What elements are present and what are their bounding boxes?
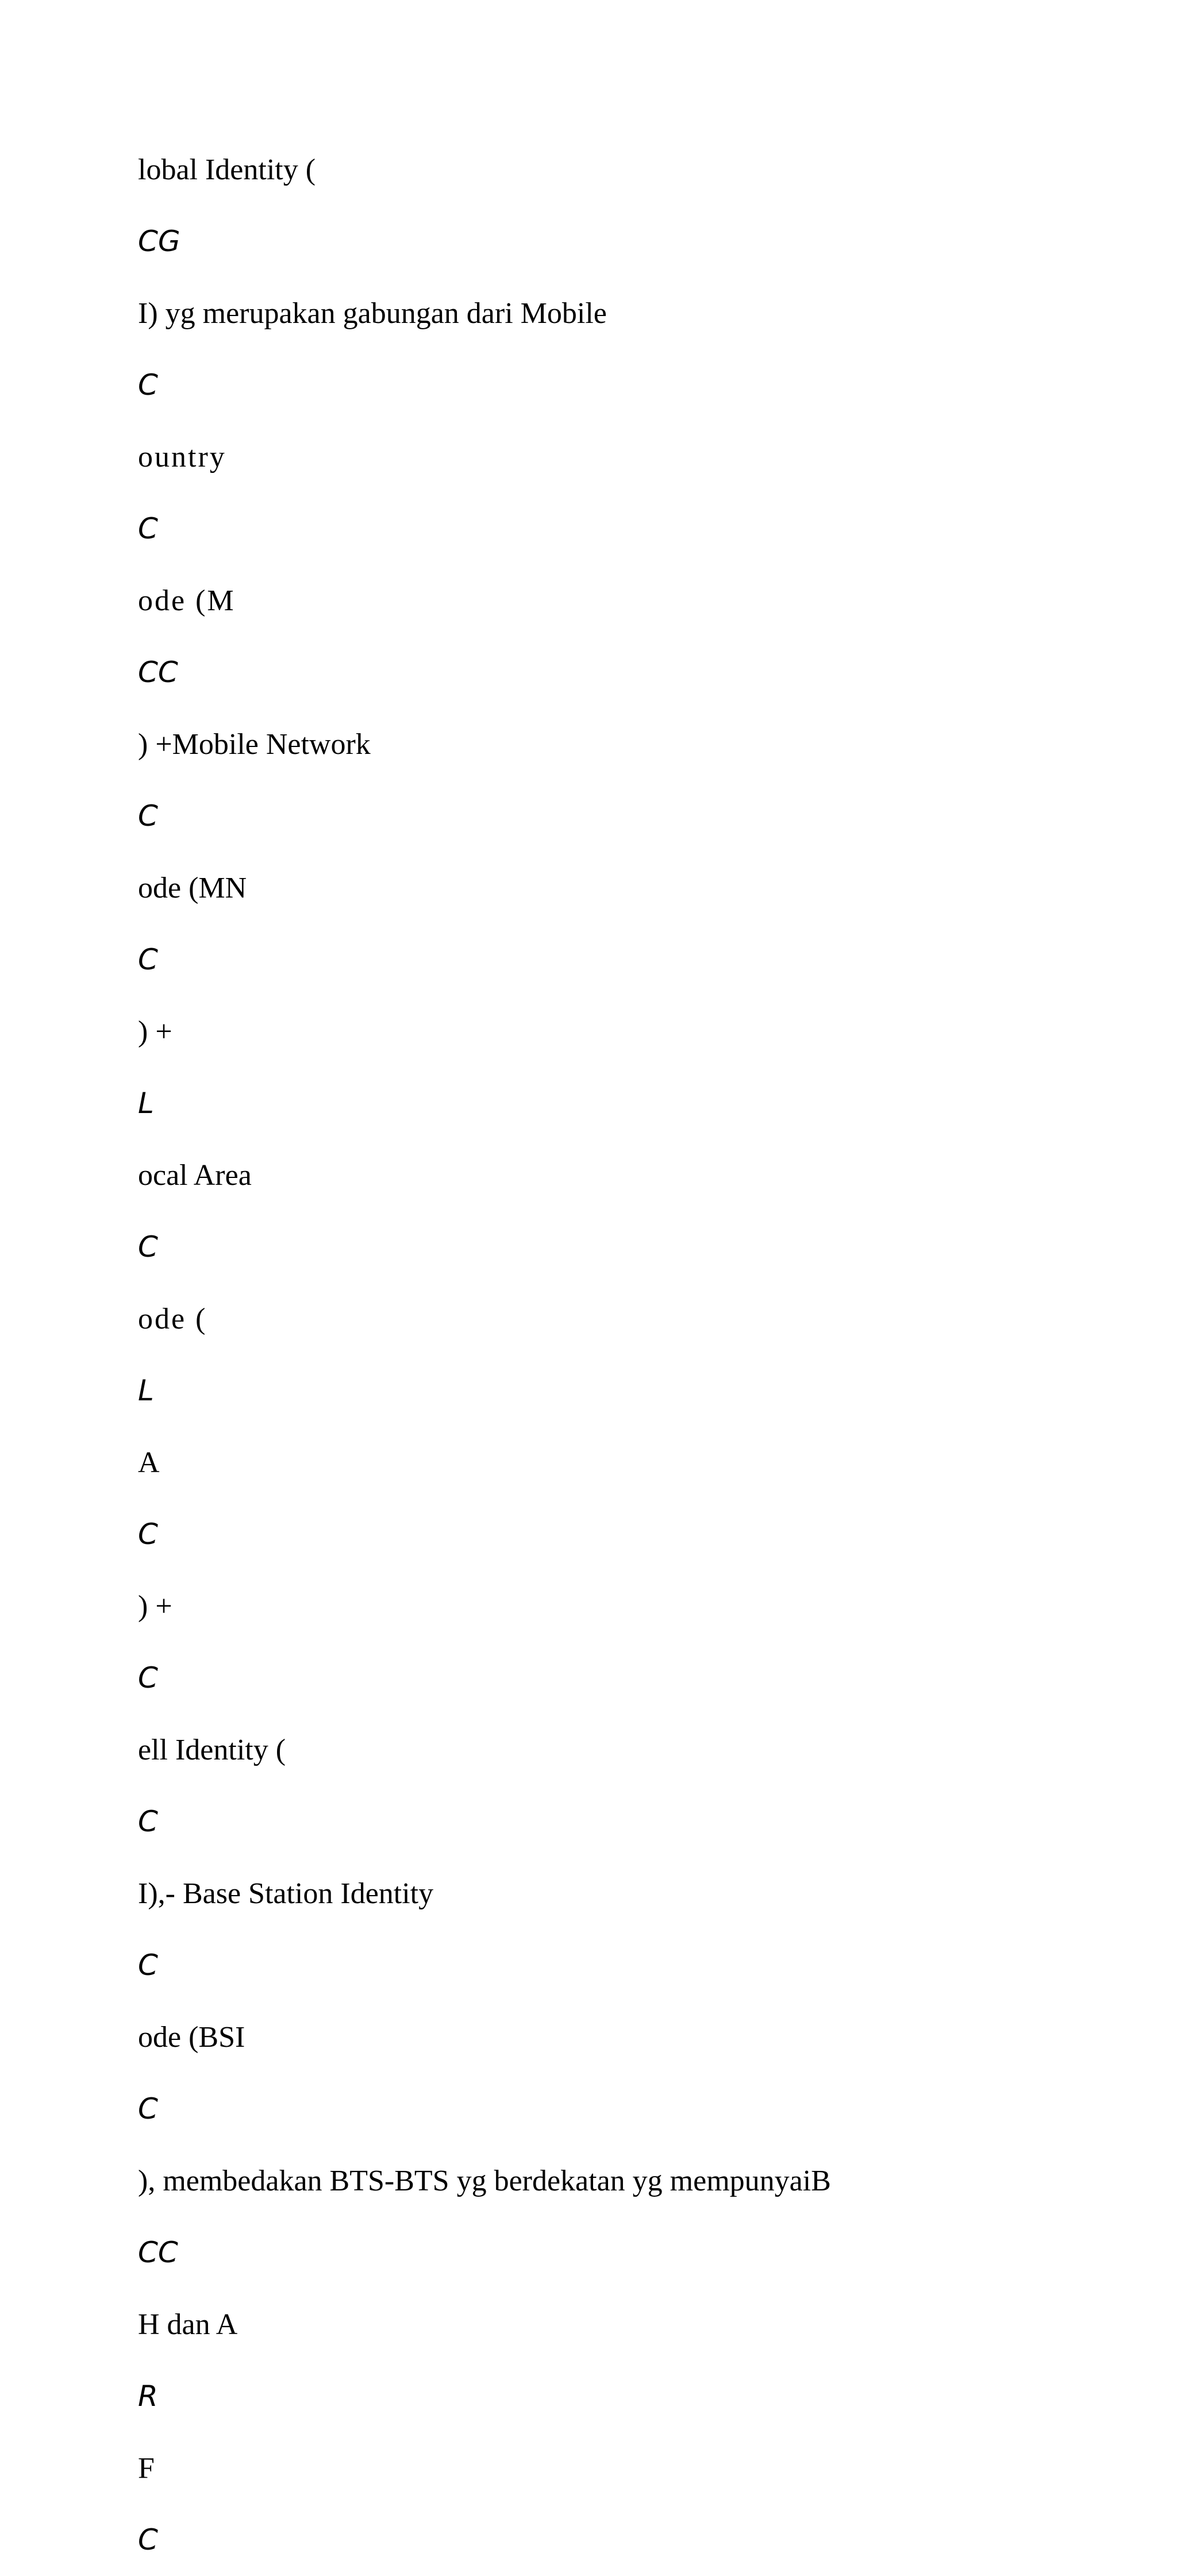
text-line: C (138, 512, 158, 545)
text-line: ode (MN (138, 872, 247, 904)
text-line: CC (138, 656, 178, 689)
text-line: L (138, 1374, 154, 1407)
text-line: lobal Identity ( (138, 153, 316, 186)
text-line: ode (BSI (138, 2021, 245, 2054)
text-line: CC (138, 2236, 178, 2269)
text-line: ), membedakan BTS-BTS yg berdekatan yg mempunyaiB (138, 2165, 831, 2197)
text-line: L (138, 1087, 154, 1120)
text-line: ocal Area (138, 1159, 252, 1192)
text-line: ountry (138, 441, 226, 473)
text-line: C (138, 2092, 158, 2126)
text-line: ) + (138, 1015, 172, 1048)
text-line: C (138, 2523, 158, 2556)
text-line: H dan A (138, 2308, 238, 2341)
text-line: R (138, 2379, 158, 2413)
text-line: CG (138, 225, 180, 258)
text-line: C (138, 943, 158, 976)
document-body (138, 134, 1115, 2576)
text-line: ell Identity ( (138, 1734, 286, 1766)
text-line: A (138, 1446, 160, 1479)
text-line: C (138, 1661, 158, 1695)
text-line: ) + (138, 1590, 172, 1623)
text-line: ode ( (138, 1303, 207, 1335)
text-line: ode (M (138, 584, 236, 617)
text-line: ) +Mobile Network (138, 728, 371, 761)
text-line: C (138, 1949, 158, 1982)
text-line: I),- Base Station Identity (138, 1877, 434, 1910)
text-line: C (138, 1805, 158, 1838)
text-line: I) yg merupakan gabungan dari Mobile (138, 297, 607, 330)
text-line: F (138, 2452, 155, 2485)
text-line: C (138, 1230, 158, 1264)
text-line: C (138, 368, 158, 402)
text-line: C (138, 1518, 158, 1551)
text-line: C (138, 799, 158, 833)
